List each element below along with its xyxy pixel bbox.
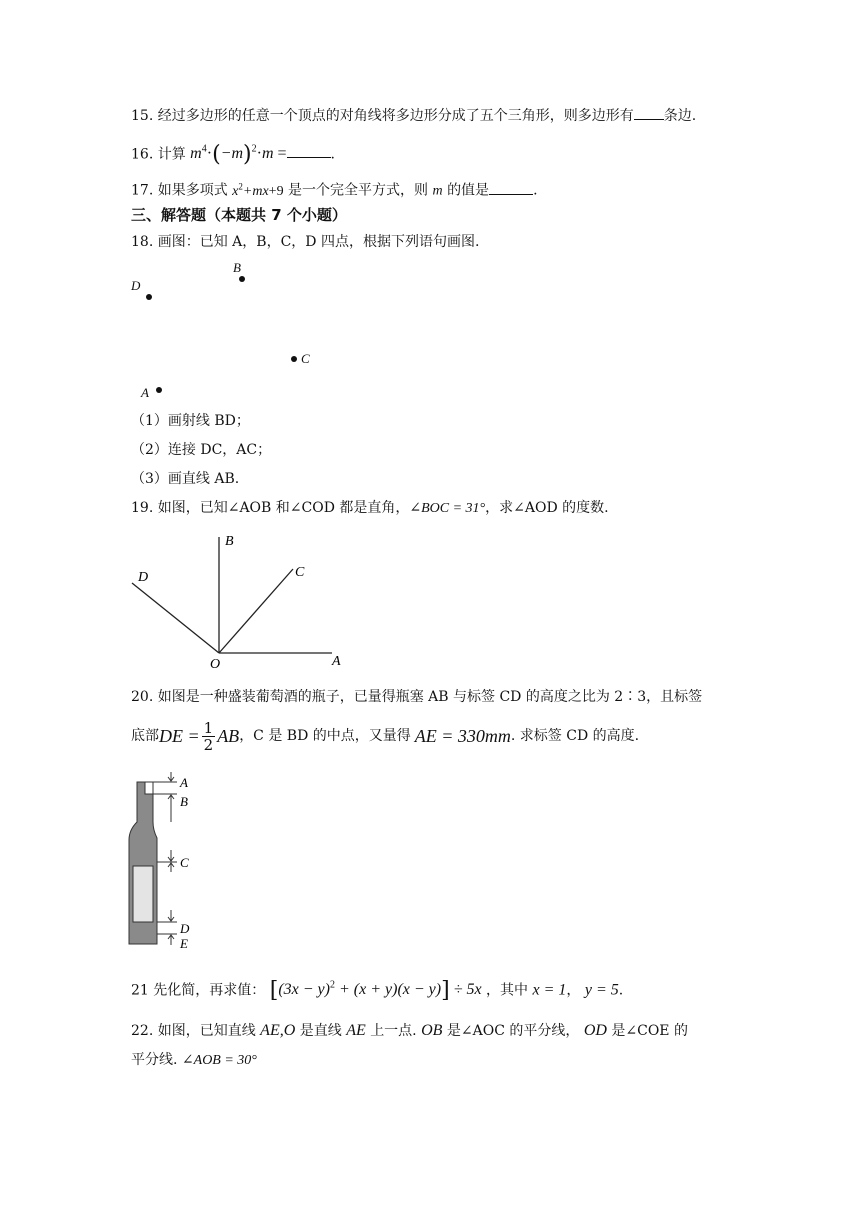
label-a: A (180, 775, 188, 790)
question-16: 16. 计算 $m^4\cdot(-m)^2\cdot m$ = . (131, 142, 335, 168)
point-d (146, 294, 152, 300)
polynomial: $x^2+mx+9$ (232, 181, 284, 199)
q18-item-3: （3）画直线 AB. (131, 471, 240, 487)
label-c: C (180, 855, 189, 870)
point-label-d: D (131, 278, 141, 293)
question-19: 19. 如图，已知∠AOB 和∠COD 都是直角，∠BOC = 31°，求∠AOD 的度数. (131, 500, 609, 516)
question-17: 17. 如果多项式 $x^2+mx+9$ 是一个完全平方式，则 m 的值是 . (131, 181, 538, 199)
label-c: C (295, 565, 305, 580)
label-b: B (225, 534, 234, 549)
question-21: 21 先化简，再求值： $[(3x - y)^2 + (x + y)(x - y)] \div 5x$ ，其中 x = 1， y = 5. (131, 978, 624, 1004)
q19-angle-figure (125, 525, 355, 675)
question-22-line2: 平分线. ∠AOB = 30° (131, 1052, 257, 1068)
point-label-c: C (301, 351, 310, 366)
answer-blank[interactable] (287, 143, 331, 158)
label-a: A (332, 654, 341, 669)
expression: $[(3x - y)^2 + (x + y)(x - y)] \div 5x$ (269, 978, 482, 1004)
question-22-line1: 22. 如图，已知直线 AE,O 是直线 AE 上一点. OB 是∠AOC 的平分线， OD 是∠COE 的 (131, 1022, 688, 1039)
section-heading: 三、解答题（本题共 7 个小题） (131, 206, 347, 224)
answer-blank[interactable] (489, 180, 533, 195)
label-b: B (180, 794, 188, 809)
point-a (156, 387, 162, 393)
question-15: 15. 经过多边形的任意一个顶点的对角线将多边形分成了五个三角形，则多边形有 条边. (131, 105, 696, 126)
question-20-line2: 底部 DE = $\frac{1}{2}$ AB ，C 是 BD 的中点，又量得 AE = 330mm . 求标签 CD 的高度. (131, 718, 640, 754)
expression: $m^4\cdot(-m)^2\cdot m$ = (190, 142, 287, 168)
point-label-a: A (141, 385, 149, 400)
ray-oc (219, 569, 293, 653)
ray-od (132, 583, 219, 653)
q18-item-1: （1）画射线 BD； (131, 413, 250, 429)
point-label-b: B (233, 260, 241, 275)
q20-bottle-figure (125, 770, 205, 955)
bottle-cork (145, 782, 153, 794)
point-c (291, 356, 297, 362)
label-o: O (210, 657, 221, 672)
q18-item-2: （2）连接 DC，AC； (131, 442, 272, 458)
label-e: E (180, 936, 188, 951)
question-18: 18. 画图：已知 A，B，C，D 四点，根据下列语句画图. (131, 234, 480, 250)
question-20-line1: 20. 如图是一种盛装葡萄酒的瓶子，已量得瓶塞 AB 与标签 CD 的高度之比为 2∶3，且标签 (131, 689, 703, 705)
bottle-label (133, 866, 153, 922)
fraction-half: $\frac{1}{2}$ (203, 718, 214, 754)
label-d: D (138, 570, 149, 585)
answer-blank[interactable] (634, 105, 664, 120)
point-b (239, 276, 245, 282)
label-d: D (180, 921, 190, 936)
